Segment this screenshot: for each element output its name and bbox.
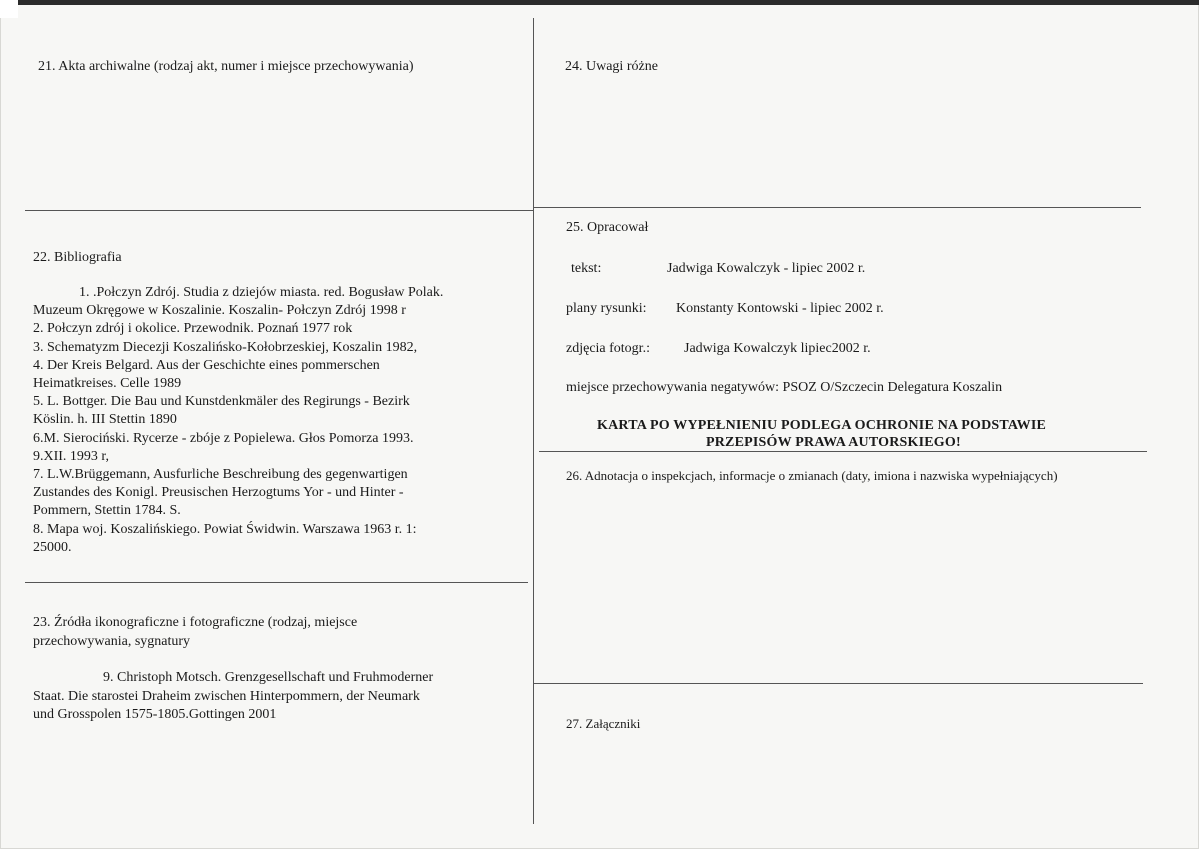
plans-author-label: plany rysunki: bbox=[566, 301, 647, 316]
bibliography-line: 6.M. Sierociński. Rycerze - zbóje z Popielewa. Głos Pomorza 1993. bbox=[33, 430, 414, 446]
iconography-line: Staat. Die starostei Draheim zwischen Hinterpommern, der Neumark bbox=[33, 688, 420, 704]
bibliography-line: 7. L.W.Brüggemann, Ausfurliche Beschreibung des gegenwartigen bbox=[33, 467, 408, 483]
scan-corner bbox=[0, 0, 18, 18]
iconography-line: und Grosspolen 1575-1805.Gottingen 2001 bbox=[33, 707, 277, 722]
bibliography-line: Köslin. h. III Stettin 1890 bbox=[33, 412, 177, 428]
bibliography-line: Pommern, Stettin 1784. S. bbox=[33, 503, 181, 519]
section-24-title: 24. Uwagi różne bbox=[565, 59, 658, 74]
divider-right-24 bbox=[533, 207, 1141, 208]
bibliography-line: 1. .Połczyn Zdrój. Studia z dziejów miasta. red. Bogusław Polak. bbox=[79, 285, 444, 300]
section-21-title: 21. Akta archiwalne (rodzaj akt, numer i miejsce przechowywania) bbox=[38, 59, 414, 74]
bibliography-line: Zustandes des Konigl. Preusischen Herzogtums Yor - und Hinter - bbox=[33, 485, 404, 501]
copyright-notice-line-2: PRZEPISÓW PRAWA AUTORSKIEGO! bbox=[706, 435, 961, 450]
section-23-title-line: 23. Źródła ikonograficzne i fotograficzne (rodzaj, miejsce bbox=[33, 615, 358, 630]
bibliography-line: 2. Połczyn zdrój i okolice. Przewodnik. Poznań 1977 rok bbox=[33, 321, 353, 337]
column-divider bbox=[533, 18, 534, 824]
section-23-block bbox=[33, 614, 513, 725]
photos-author-label: zdjęcia fotogr.: bbox=[566, 341, 650, 356]
divider-left-22 bbox=[25, 582, 528, 583]
scan-top-edge bbox=[0, 0, 1199, 5]
bibliography-list bbox=[33, 284, 513, 557]
section-27-title: 27. Załączniki bbox=[566, 716, 641, 731]
bibliography-line: 3. Schematyzm Diecezji Koszalińsko-Kołobrzeskiej, Koszalin 1982, bbox=[33, 339, 418, 355]
iconography-line: 9. Christoph Motsch. Grenzgesellschaft und Fruhmoderner bbox=[103, 670, 434, 685]
section-22-title: 22. Bibliografia bbox=[33, 250, 122, 265]
bibliography-line: 8. Mapa woj. Koszalińskiego. Powiat Świdwin. Warszawa 1963 r. 1: bbox=[33, 521, 417, 537]
bibliography-line: Heimatkreises. Celle 1989 bbox=[33, 376, 182, 392]
divider-right-26 bbox=[533, 683, 1143, 684]
bibliography-line: 5. L. Bottger. Die Bau und Kunstdenkmäler des Regirungs - Bezirk bbox=[33, 394, 410, 410]
plans-author-value: Konstanty Kontowski - lipiec 2002 r. bbox=[676, 301, 884, 316]
section-26-title: 26. Adnotacja o inspekcjach, informacje o zmianach (daty, imiona i nazwiska wypełniających) bbox=[566, 468, 1058, 483]
text-author-value: Jadwiga Kowalczyk - lipiec 2002 r. bbox=[667, 261, 866, 276]
photos-author-value: Jadwiga Kowalczyk lipiec2002 r. bbox=[684, 341, 871, 356]
section-23-title-line: przechowywania, sygnatury bbox=[33, 633, 191, 649]
copyright-notice-line-1: KARTA PO WYPEŁNIENIU PODLEGA OCHRONIE NA PODSTAWIE bbox=[597, 418, 1047, 433]
divider-left-21 bbox=[25, 210, 533, 211]
bibliography-line: 4. Der Kreis Belgard. Aus der Geschichte eines pommerschen bbox=[33, 357, 380, 373]
bibliography-line: Muzeum Okręgowe w Koszalinie. Koszalin- Połczyn Zdrój 1998 r bbox=[33, 303, 406, 319]
negatives-storage-line: miejsce przechowywania negatywów: PSOZ O/Szczecin Delegatura Koszalin bbox=[566, 380, 1003, 395]
bibliography-line: 25000. bbox=[33, 539, 72, 555]
section-25-title: 25. Opracował bbox=[566, 220, 649, 235]
bibliography-line: 9.XII. 1993 r, bbox=[33, 448, 110, 464]
text-author-label: tekst: bbox=[571, 261, 602, 276]
